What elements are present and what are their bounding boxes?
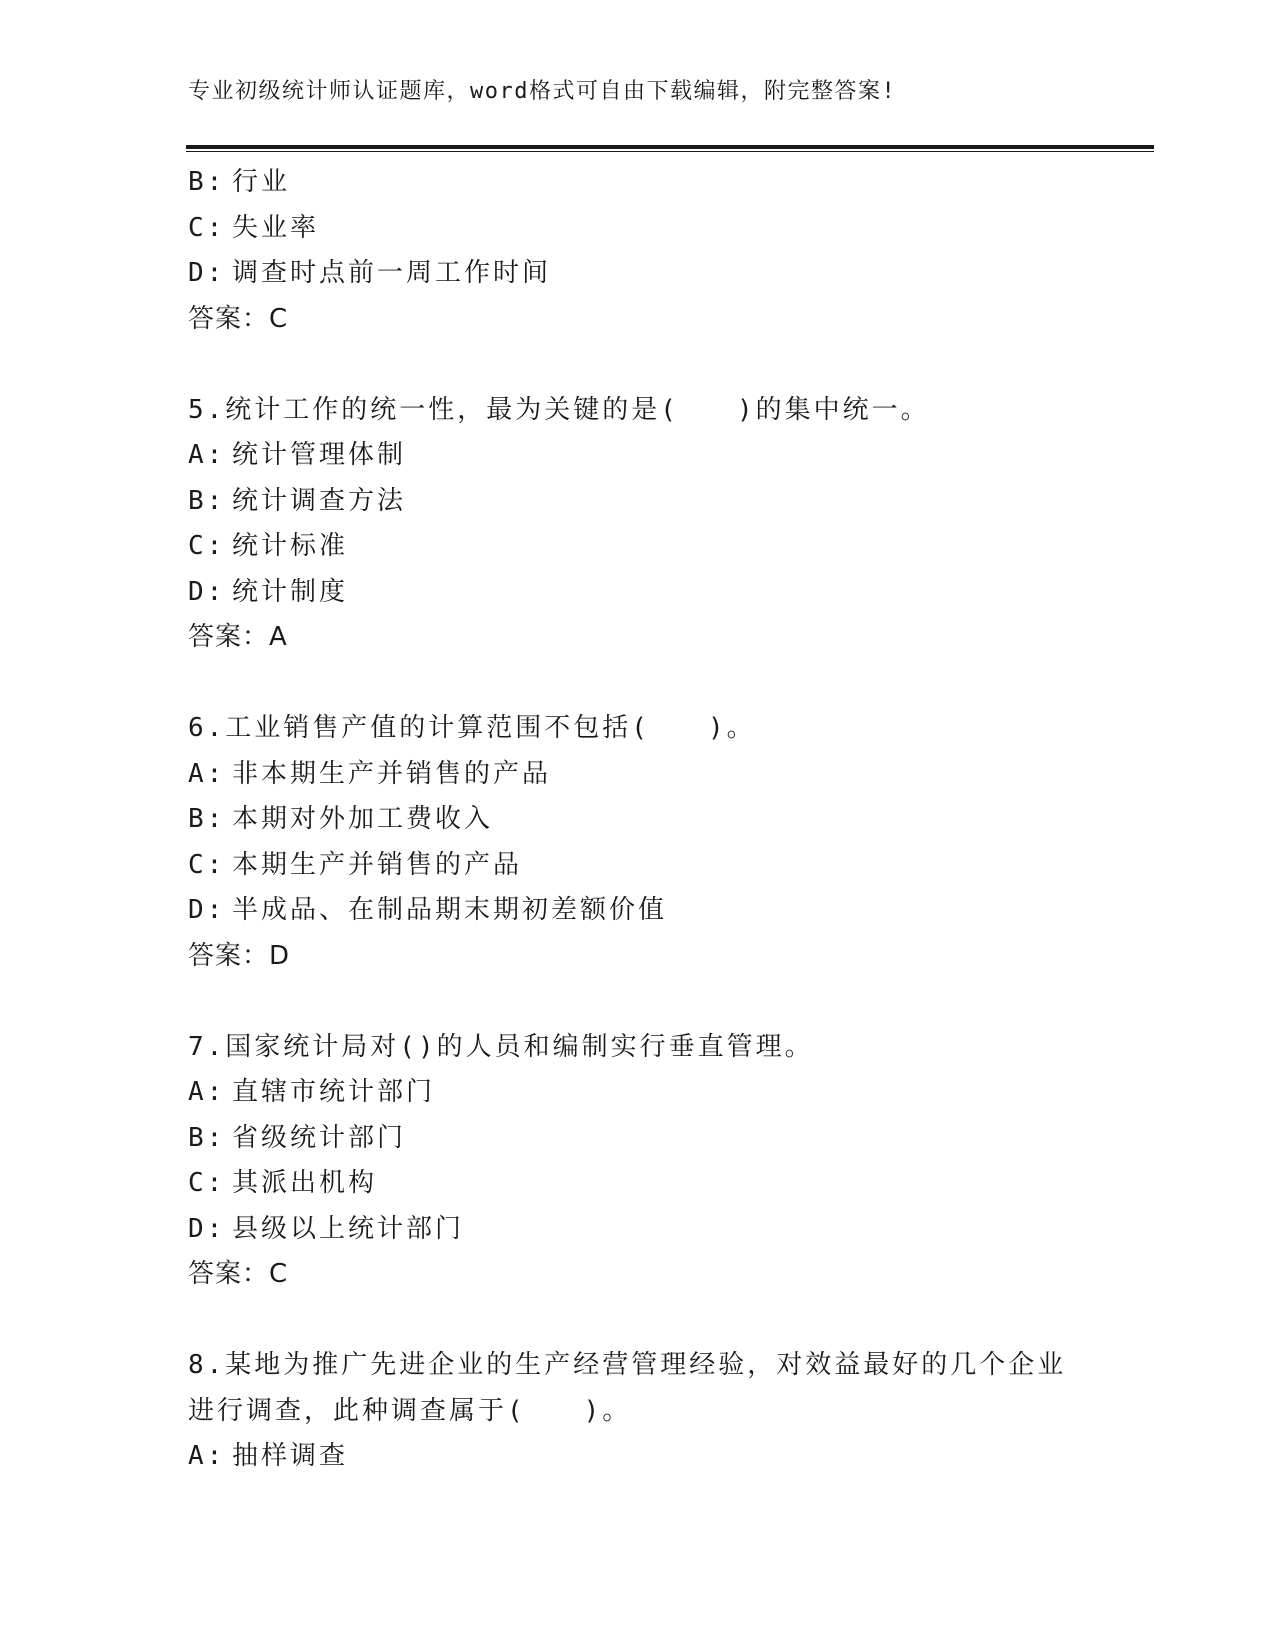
option-line — [188, 888, 1088, 934]
question-content — [188, 160, 1088, 1480]
header-rule-thin — [186, 151, 1154, 152]
option-letter: C: — [188, 531, 226, 561]
option-line — [188, 251, 1088, 297]
option-line — [188, 1161, 1088, 1207]
option-line — [188, 479, 1088, 525]
option-line — [188, 206, 1088, 252]
question-stem: 5.统计工作的统一性，最为关键的是( )的集中统一。 — [188, 394, 930, 425]
option-text: 统计调查方法 — [232, 485, 407, 516]
option-line — [188, 570, 1088, 616]
option-text: 本期对外加工费收入 — [232, 804, 494, 834]
option-letter: D: — [188, 1213, 226, 1244]
option-letter: A: — [188, 1077, 226, 1107]
option-text: 调查时点前一周工作时间 — [232, 258, 552, 288]
option-line — [188, 1116, 1088, 1162]
question-stem: 6.工业销售产值的计算范围不包括( )。 — [188, 713, 756, 743]
answer-line: 答案：C — [188, 1259, 289, 1289]
option-letter: C: — [188, 1168, 226, 1198]
spacer — [188, 1298, 1088, 1344]
question-stem: 8.某地为推广先进企业的生产经营管理经验，对效益最好的几个企业 — [188, 1350, 1067, 1380]
option-text: 失业率 — [232, 212, 320, 243]
option-letter: D: — [188, 895, 226, 925]
option-line — [188, 524, 1088, 570]
answer-line: 答案：C — [188, 303, 289, 334]
option-text: 省级统计部门 — [232, 1122, 407, 1153]
option-letter: A: — [188, 440, 226, 470]
option-line — [188, 752, 1088, 798]
option-letter: D: — [188, 258, 226, 288]
option-text: 半成品、在制品期末期初差额价值 — [232, 895, 668, 925]
option-line — [188, 797, 1088, 843]
option-letter: D: — [188, 576, 226, 607]
option-line — [188, 1070, 1088, 1116]
option-line — [188, 843, 1088, 889]
question-stem: 7.国家统计局对()的人员和编制实行垂直管理。 — [188, 1031, 814, 1062]
option-text: 非本期生产并销售的产品 — [232, 758, 552, 789]
spacer — [188, 661, 1088, 707]
spacer — [188, 979, 1088, 1025]
option-letter: B: — [188, 167, 226, 197]
option-line — [188, 160, 1088, 206]
spacer — [188, 342, 1088, 388]
option-text: 直辖市统计部门 — [232, 1077, 436, 1107]
option-text: 行业 — [232, 167, 291, 197]
option-text: 统计制度 — [232, 576, 349, 607]
option-line — [188, 1207, 1088, 1253]
option-text: 本期生产并销售的产品 — [232, 849, 523, 880]
question-stem-continued: 进行调查，此种调查属于( )。 — [188, 1395, 632, 1426]
option-letter: A: — [188, 758, 226, 789]
option-letter: B: — [188, 485, 226, 516]
page-header: 专业初级统计师认证题库，word格式可自由下载编辑，附完整答案! — [188, 79, 897, 104]
option-text: 抽样调查 — [232, 1441, 349, 1471]
option-text: 县级以上统计部门 — [232, 1213, 465, 1244]
option-letter: C: — [188, 212, 226, 243]
header-rule-thick — [186, 145, 1154, 149]
option-letter: C: — [188, 849, 226, 880]
option-text: 其派出机构 — [232, 1168, 378, 1198]
option-line — [188, 1434, 1088, 1480]
option-letter: B: — [188, 804, 226, 834]
option-text: 统计管理体制 — [232, 440, 407, 470]
answer-line: 答案：D — [188, 940, 291, 971]
answer-line: 答案：A — [188, 622, 288, 652]
option-line — [188, 433, 1088, 479]
option-letter: A: — [188, 1441, 226, 1471]
option-letter: B: — [188, 1122, 226, 1153]
option-text: 统计标准 — [232, 531, 349, 561]
